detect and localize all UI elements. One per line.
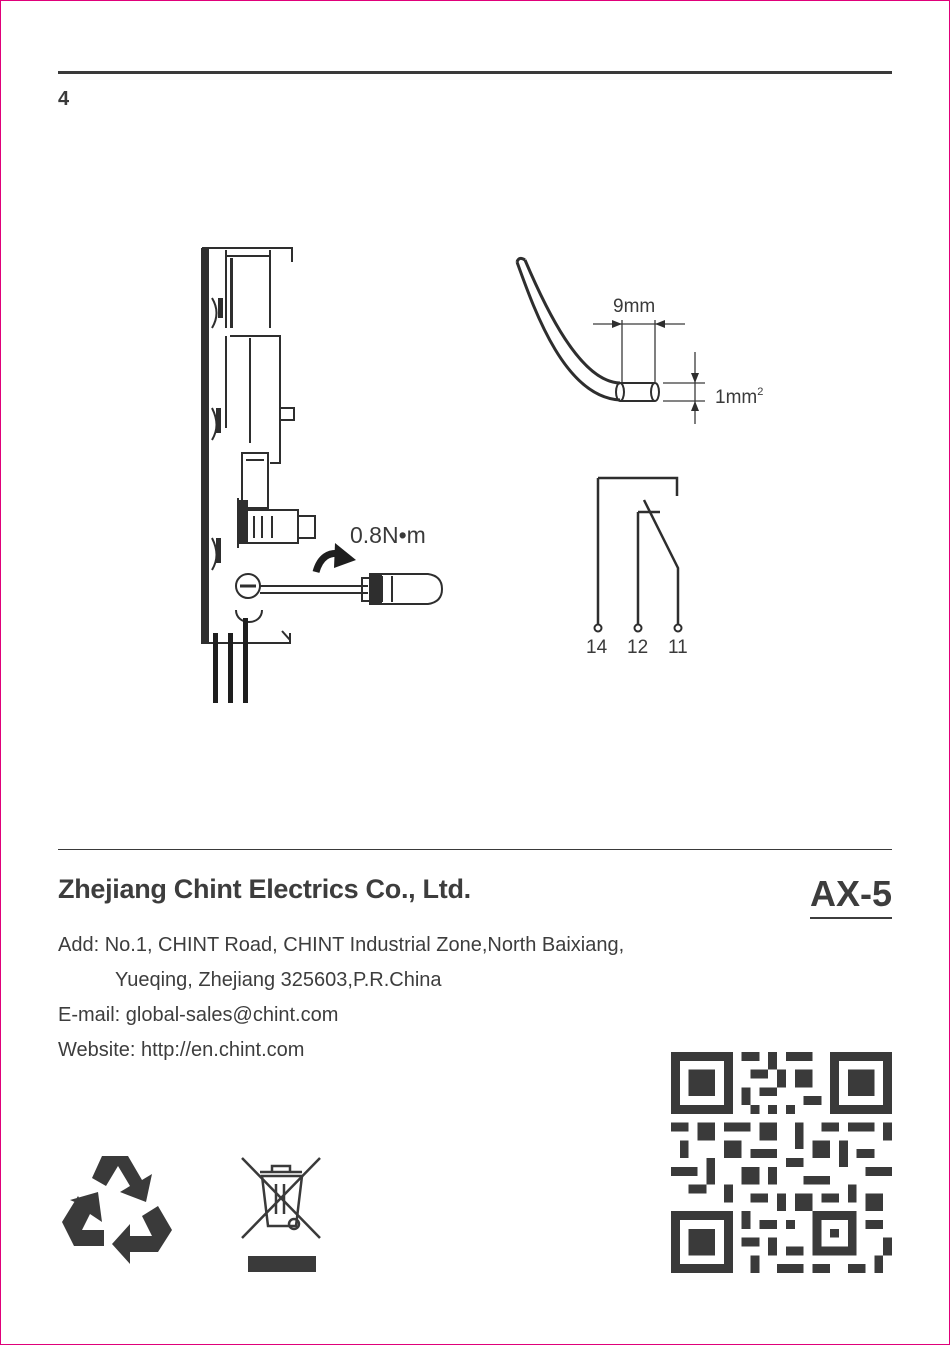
page-number: 4 [58, 88, 70, 110]
company-name: Zhejiang Chint Electrics Co., Ltd. [58, 874, 471, 904]
model-code: AX-5 [810, 872, 892, 919]
wire-size-label: 1mm [715, 387, 758, 408]
address-line-2: Yueqing, Zhejiang 325603,P.R.China [115, 969, 442, 991]
recycle-icon [58, 1152, 180, 1270]
footer-rule [58, 849, 892, 850]
svg-text:1mm2 [715, 386, 763, 408]
wire-size-superscript: 2 [757, 386, 764, 398]
contact-schematic [580, 470, 700, 660]
installation-diagram [190, 238, 460, 713]
terminal-label-12: 12 [627, 637, 649, 658]
terminal-label-11: 11 [668, 637, 688, 658]
wire-strip-diagram [505, 252, 780, 432]
torque-label: 0.8N•m [350, 522, 426, 548]
website-line: Website: http://en.chint.com [58, 1039, 305, 1061]
contact-block [58, 928, 624, 1068]
email-line: E-mail: global-sales@chint.com [58, 1004, 339, 1026]
weee-crossed-bin-icon [238, 1152, 324, 1274]
terminal-label-14: 14 [586, 637, 608, 658]
strip-length-label: 9mm [613, 296, 656, 317]
top-rule [58, 71, 892, 74]
qr-code [671, 1052, 892, 1273]
address-line-1: Add: No.1, CHINT Road, CHINT Industrial Zone,North Baixiang, [58, 934, 625, 956]
